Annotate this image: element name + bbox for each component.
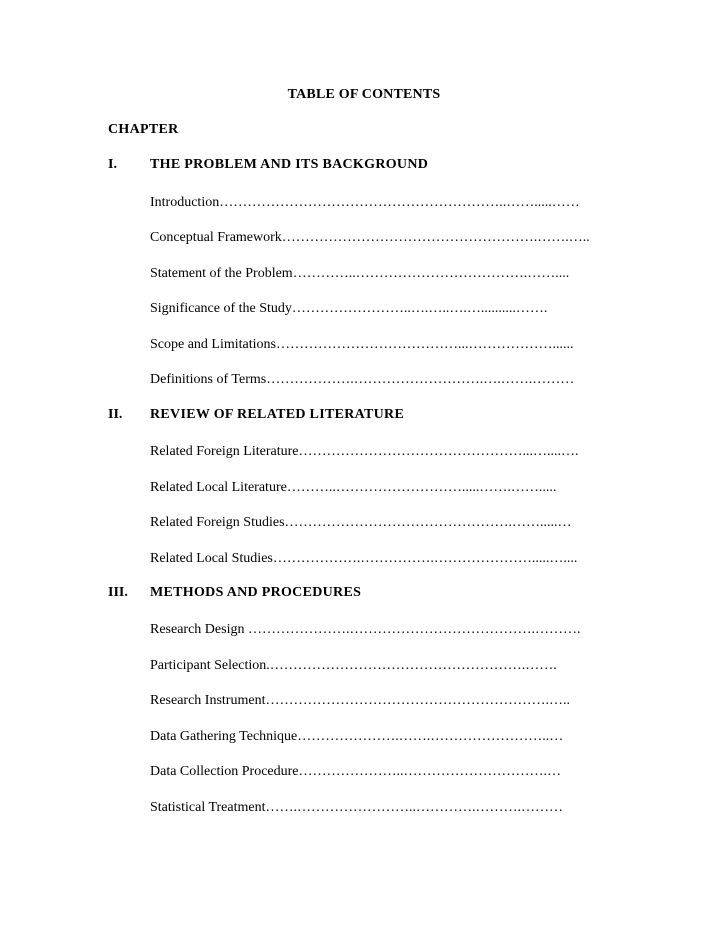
toc-entry: Data Gathering Technique………………….…….……………………..… [150, 729, 564, 744]
toc-title: TABLE OF CONTENTS [287, 87, 441, 102]
toc-entry: Research Design ………………….………………………………….………. [150, 622, 581, 637]
toc-entry: Related Local Literature………..……………………….....…….……..... [150, 480, 557, 495]
chapter-label: CHAPTER [108, 122, 179, 137]
chapter-title: METHODS AND PROCEDURES [150, 585, 362, 600]
toc-entry: Significance of the Study……………………..….…..….…..........……. [150, 301, 548, 316]
toc-entry: Conceptual Framework……………………………………………….…….….. [150, 230, 590, 245]
toc-entry: Data Collection Procedure…………………..………………………….… [150, 764, 562, 779]
chapter-numeral: III. [108, 585, 128, 600]
chapter-heading-i [108, 157, 428, 173]
chapter-numeral: I. [108, 157, 117, 172]
toc-entry: Research Instrument…………………………………………………….….. [150, 693, 570, 708]
toc-entry: Scope and Limitations…………………………………...………………...... [150, 337, 574, 352]
toc-entry: Related Local Studies……………….…………….………………….....….... [150, 551, 578, 566]
chapter-heading-iii [108, 585, 361, 601]
toc-entry: Introduction……………………………………………………..…….....…… [150, 195, 580, 210]
toc-entry: Related Foreign Studies………………………………………….…….....… [150, 515, 572, 530]
toc-entry: Related Foreign Literature…………………………………………...…....…. [150, 444, 579, 459]
chapter-title: THE PROBLEM AND ITS BACKGROUND [150, 157, 429, 172]
toc-entry: Statement of the Problem…………..……………………………….…….... [150, 266, 570, 281]
toc-entry: Definitions of Terms……………….……………………….….…….……… [150, 372, 575, 387]
chapter-heading-ii [108, 407, 404, 423]
toc-entry: Participant Selection.……………………………………………….……. [150, 658, 557, 673]
chapter-title: REVIEW OF RELATED LITERATURE [150, 407, 405, 422]
toc-entry: Statistical Treatment…….……………………..………….……….……… [150, 800, 563, 815]
chapter-numeral: II. [108, 407, 123, 422]
